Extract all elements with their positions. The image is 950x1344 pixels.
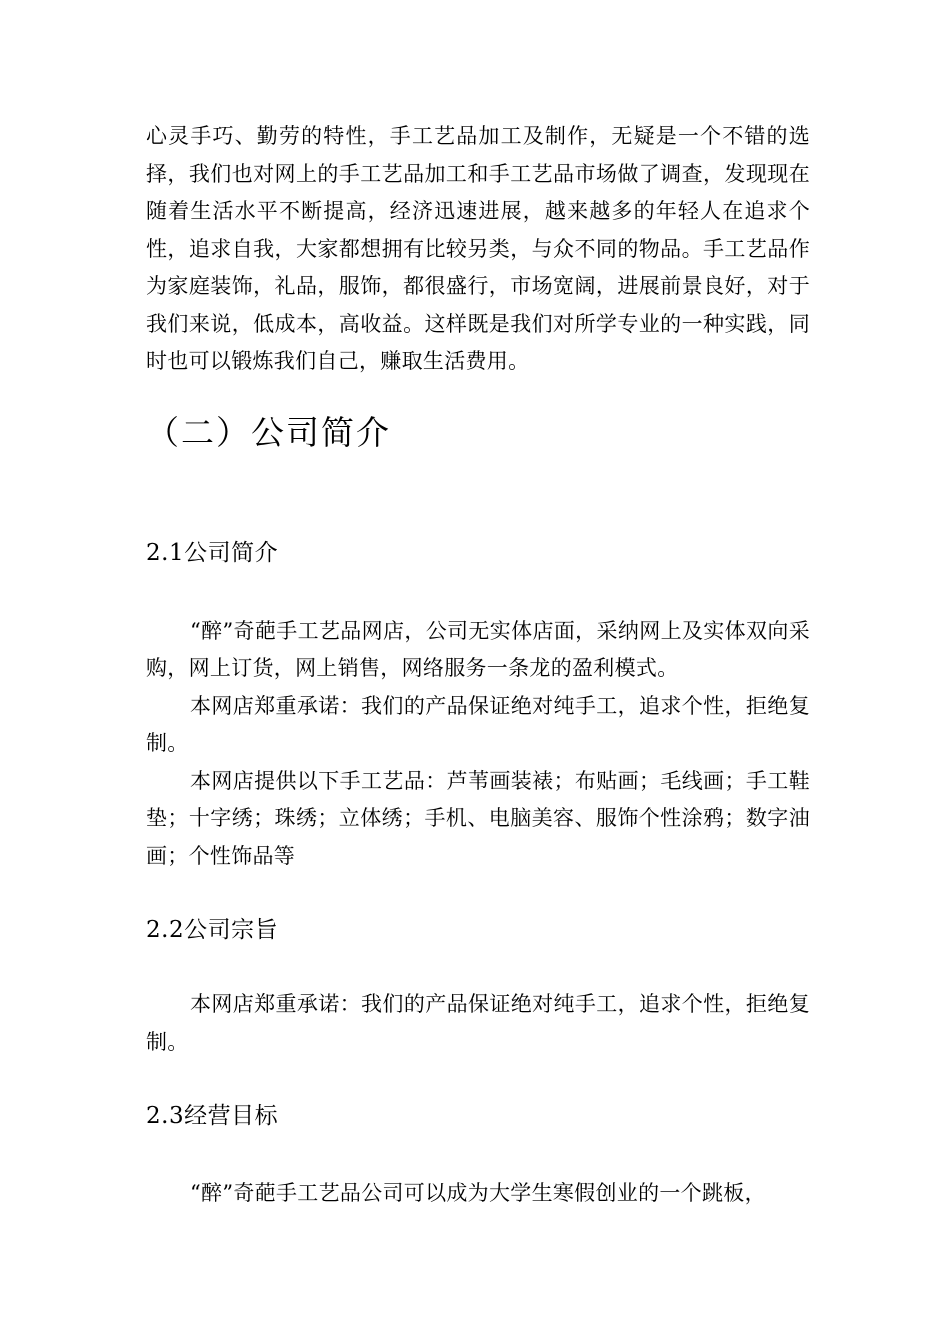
heading-2-3: 2.3经营目标 bbox=[146, 1103, 279, 1129]
paragraph-2-1-1: “醉”奇葩手工艺品网店，公司无实体店面，采纳网上及实体双向采购，网上订货，网上销售，网络服务一条龙的盈利模式。 bbox=[146, 618, 810, 680]
paragraph-2-3-1: “醉”奇葩手工艺品公司可以成为大学生寒假创业的一个跳板， bbox=[190, 1181, 766, 1205]
paragraph-2-1-2: 本网店郑重承诺：我们的产品保证绝对纯手工，追求个性，拒绝复制。 bbox=[146, 693, 810, 755]
paragraph-2-1-3: 本网店提供以下手工艺品：芦苇画装裱；布贴画；毛线画；手工鞋垫；十字绣；珠绣；立体绣；手机、电脑美容、服饰个性涂鸦；数字油画；个性饰品等 bbox=[146, 768, 810, 868]
paragraph-2-2-1: 本网店郑重承诺：我们的产品保证绝对纯手工，追求个性，拒绝复制。 bbox=[146, 992, 810, 1054]
section-title: （二）公司简介 bbox=[146, 412, 391, 452]
heading-2-2: 2.2公司宗旨 bbox=[146, 917, 279, 943]
page-content bbox=[146, 118, 810, 1213]
heading-2-1: 2.1公司简介 bbox=[146, 539, 279, 566]
intro-paragraph: 心灵手巧、勤劳的特性，手工艺品加工及制作，无疑是一个不错的选择，我们也对网上的手工艺品加工和手工艺品市场做了调查，发现现在随着生活水平不断提高，经济迅速进展，越来越多的年轻人在追求个性，追求自我，大家都想拥有比较另类，与众不同的物品。手工艺品作为家庭装饰，礼品，服饰，都很盛行，市场宽阔，进展前景良好，对于我们来说，低成本，高收益。这样既是我们对所学专业的一种实践，同时也可以锻炼我们自己，赚取生活费用。 bbox=[146, 124, 810, 373]
